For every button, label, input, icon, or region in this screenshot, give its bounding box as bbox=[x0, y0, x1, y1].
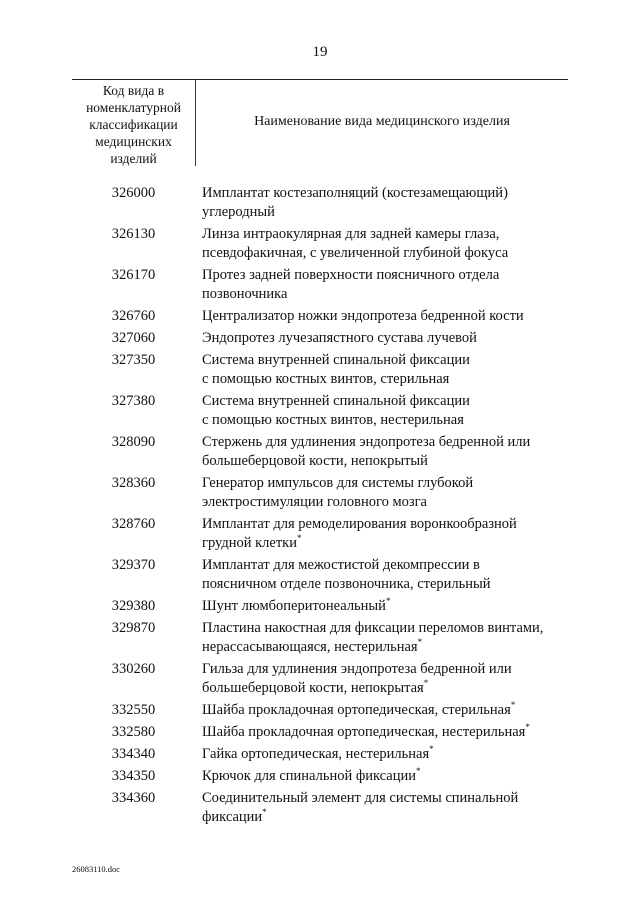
row-code: 329870 bbox=[111, 620, 156, 636]
row-code: 328360 bbox=[111, 475, 156, 491]
row-name-text: Шунт люмбоперитонеальный bbox=[202, 598, 386, 614]
row-code: 326760 bbox=[111, 308, 156, 324]
row-name bbox=[202, 660, 562, 698]
table-row bbox=[72, 329, 568, 348]
row-code: 332550 bbox=[111, 702, 156, 718]
row-name-text: Линза интраокулярная для задней камеры глаза, псевдофакичная, с увеличенной глубиной фокуса bbox=[202, 226, 509, 261]
row-code: 326170 bbox=[111, 267, 156, 283]
footnote-star: * bbox=[429, 744, 434, 755]
row-name bbox=[202, 767, 562, 786]
table-body bbox=[72, 184, 568, 830]
row-name-text: Эндопротез лучезапястного сустава лучевой bbox=[202, 330, 477, 346]
row-name-text: Система внутренней спинальной фиксации с помощью костных винтов, нестерильная bbox=[202, 393, 470, 428]
table-row bbox=[72, 701, 568, 720]
row-name bbox=[202, 307, 562, 326]
row-name bbox=[202, 184, 562, 222]
row-name bbox=[202, 789, 562, 827]
row-name bbox=[202, 515, 562, 553]
table-row bbox=[72, 745, 568, 764]
header-name-column: Наименование вида медицинского изделия bbox=[254, 114, 510, 129]
footnote-star: * bbox=[385, 596, 391, 607]
row-name bbox=[202, 723, 562, 742]
row-code: 334350 bbox=[111, 768, 156, 784]
table-row bbox=[72, 433, 568, 471]
row-name-text: Стержень для удлинения эндопротеза бедренной или большеберцовой кости, непокрытый bbox=[202, 434, 531, 469]
row-code: 332580 bbox=[111, 724, 156, 740]
table-row bbox=[72, 351, 568, 389]
footnote-star: * bbox=[423, 678, 429, 689]
row-name-text: Крючок для спинальной фиксации bbox=[202, 768, 417, 784]
row-name bbox=[202, 329, 562, 348]
row-name bbox=[202, 351, 562, 389]
table-row bbox=[72, 789, 568, 827]
row-name bbox=[202, 701, 562, 720]
row-name-text: Централизатор ножки эндопротеза бедренной кости bbox=[202, 308, 524, 324]
row-name bbox=[202, 597, 562, 616]
footnote-star: * bbox=[262, 807, 267, 818]
footnote-star: * bbox=[416, 766, 421, 777]
row-name bbox=[202, 433, 562, 471]
row-name bbox=[202, 619, 562, 657]
footnote-star: * bbox=[296, 533, 302, 544]
table-row bbox=[72, 660, 568, 698]
row-name-text: Пластина накостная для фиксации переломов винтами, нерассасывающаяся, нестерильная bbox=[202, 620, 544, 655]
header-code-column: Код вида в номенклатурной классификации медицинских изделий bbox=[86, 83, 181, 166]
table-row bbox=[72, 723, 568, 742]
row-name-text: Шайба прокладочная ортопедическая, нестерильная bbox=[202, 724, 526, 740]
footer-filename: 26083110.doc bbox=[72, 864, 121, 874]
row-name-text: Гильза для удлинения эндопротеза бедренной или большеберцовой кости, непокрытая bbox=[202, 661, 512, 696]
row-name-text: Соединительный элемент для системы спинальной фиксации bbox=[202, 790, 519, 825]
table-header bbox=[72, 79, 568, 166]
row-code: 330260 bbox=[111, 661, 156, 677]
row-name bbox=[202, 745, 562, 764]
row-code: 334360 bbox=[111, 790, 156, 806]
row-name-text: Имплантат для ремоделирования воронкообразной грудной клетки bbox=[202, 516, 517, 551]
table-row bbox=[72, 767, 568, 786]
table-row bbox=[72, 619, 568, 657]
footnote-star: * bbox=[510, 700, 516, 711]
row-name-text: Гайка ортопедическая, нестерильная bbox=[202, 746, 430, 762]
row-name-text: Генератор импульсов для системы глубокой электростимуляции головного мозга bbox=[202, 475, 474, 510]
page-number: 19 bbox=[312, 44, 328, 60]
row-code: 327350 bbox=[111, 352, 156, 368]
row-code: 328760 bbox=[111, 516, 156, 532]
row-name-text: Протез задней поверхности поясничного отдела позвоночника bbox=[202, 267, 500, 302]
row-name-text: Имплантат костезаполняций (костезамещающий) углеродный bbox=[202, 185, 508, 220]
footnote-star: * bbox=[417, 637, 423, 648]
row-code: 329380 bbox=[111, 598, 156, 614]
row-code: 329370 bbox=[111, 557, 156, 573]
table-row bbox=[72, 266, 568, 304]
row-code: 326000 bbox=[111, 185, 156, 201]
table-row bbox=[72, 597, 568, 616]
row-code: 327380 bbox=[111, 393, 156, 409]
table-row bbox=[72, 225, 568, 263]
row-code: 327060 bbox=[111, 330, 156, 346]
table-row bbox=[72, 474, 568, 512]
row-code: 334340 bbox=[111, 746, 156, 762]
table-row bbox=[72, 392, 568, 430]
table-row bbox=[72, 515, 568, 553]
table-row bbox=[72, 184, 568, 222]
row-name-text: Имплантат для межостистой декомпрессии в поясничном отделе позвоночника, стерильный bbox=[202, 557, 491, 592]
row-name bbox=[202, 474, 562, 512]
row-name bbox=[202, 225, 562, 263]
row-name bbox=[202, 556, 562, 594]
row-code: 326130 bbox=[111, 226, 156, 242]
row-name-text: Система внутренней спинальной фиксации с помощью костных винтов, стерильная bbox=[202, 352, 470, 387]
table-row bbox=[72, 307, 568, 326]
footnote-star: * bbox=[525, 722, 530, 733]
row-name-text: Шайба прокладочная ортопедическая, стерильная bbox=[202, 702, 511, 718]
row-code: 328090 bbox=[111, 434, 156, 450]
row-name bbox=[202, 392, 562, 430]
row-name bbox=[202, 266, 562, 304]
table-row bbox=[72, 556, 568, 594]
